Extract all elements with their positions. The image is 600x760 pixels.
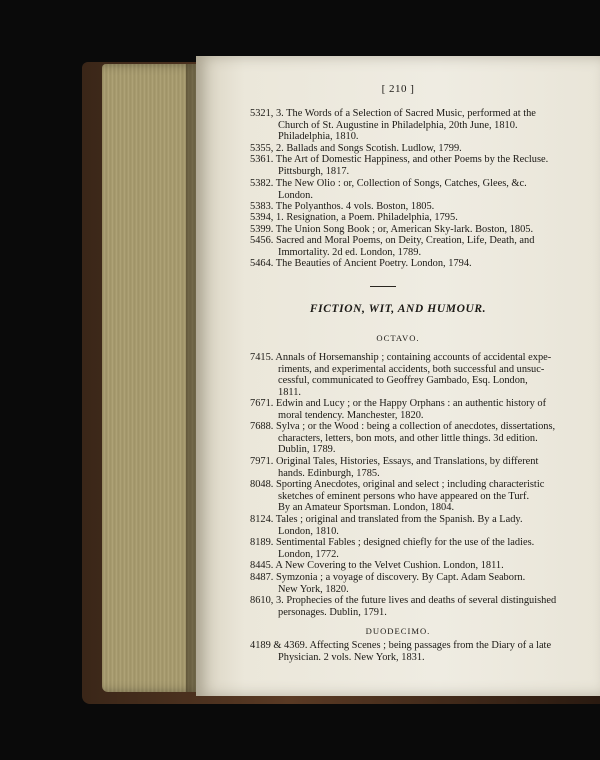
entry-line: 5394, 1. Resignation, a Poem. Philadelphia, 1795. [250, 212, 458, 223]
entry-line: 5321, 3. The Words of a Selection of Sacred Music, performed at the [250, 108, 536, 119]
entry-line: 8487. Symzonia ; a voyage of discovery. By Capt. Adam Seaborn. [250, 572, 526, 583]
section-heading: FICTION, WIT, AND HUMOUR. [309, 303, 487, 315]
entry-line: 5355, 2. Ballads and Songs Scotish. Ludlow, 1799. [250, 143, 462, 154]
catalog-entry [250, 108, 600, 143]
entry-line: By an Amateur Sportsman. London, 1804. [278, 502, 455, 514]
entry-line: cessful, communicated to Geoffrey Gambado, Esq. London, [278, 375, 528, 387]
entry-line: 5399. The Union Song Book ; or, American Sky-lark. Boston, 1805. [250, 224, 534, 235]
entry-line: London, 1772. [278, 548, 339, 560]
entry-line: 8445. A New Covering to the Velvet Cushion. London, 1811. [250, 560, 504, 571]
entry-line: Pittsburgh, 1817. [278, 165, 350, 177]
catalog-entry [250, 640, 600, 663]
catalog-entry [250, 143, 600, 155]
catalog-entry [250, 235, 600, 258]
entry-line: 8048. Sporting Anecdotes, original and select ; including characteristic [250, 479, 545, 490]
entry-line: 5464. The Beauties of Ancient Poetry. London, 1794. [250, 258, 472, 269]
page-number: [ 210 ] [381, 83, 415, 95]
entry-line: 7688. Sylva ; or the Wood : being a collection of anecdotes, dissertations, [250, 421, 556, 432]
catalog-entry [250, 537, 600, 560]
entry-line: 4189 & 4369. Affecting Scenes ; being passages from the Diary of a late [250, 640, 552, 651]
entry-line: 7971. Original Tales, Histories, Essays, and Translations, by different [250, 456, 539, 467]
catalog-entry [250, 456, 600, 479]
entry-line: 8610, 3. Prophecies of the future lives and deaths of several distinguished [250, 595, 557, 606]
entry-line: Immortality. 2d ed. London, 1789. [278, 246, 422, 258]
entry-line: 8189. Sentimental Fables ; designed chiefly for the use of the ladies. [250, 537, 535, 548]
catalog-entry [250, 258, 600, 270]
entry-line: Physician. 2 vols. New York, 1831. [278, 651, 425, 663]
catalog-entry [250, 178, 600, 201]
entry-line: London. [278, 189, 313, 201]
entry-line: 5456. Sacred and Moral Poems, on Deity, Creation, Life, Death, and [250, 235, 535, 246]
entry-line: sketches of eminent persons who have appeared on the Turf. [278, 490, 530, 502]
section-divider [370, 286, 396, 287]
entry-line: New York, 1820. [278, 583, 349, 595]
entry-line: 8124. Tales ; original and translated from the Spanish. By a Lady. [250, 514, 523, 525]
catalog-entry [250, 560, 600, 572]
entry-line: Church of St. Augustine in Philadelphia, 20th June, 1810. [278, 119, 518, 131]
catalog-entry [250, 398, 600, 421]
entry-line: London, 1810. [278, 525, 339, 537]
catalog-entry [250, 514, 600, 537]
entry-line: moral tendency. Manchester, 1820. [278, 409, 424, 421]
catalog-entry [250, 154, 600, 177]
catalog-entry [250, 572, 600, 595]
page-edges [102, 64, 198, 692]
entry-line: hands. Edinburgh, 1785. [278, 467, 380, 479]
catalog-entry [250, 479, 600, 514]
catalog-entry [250, 201, 600, 213]
entry-line: characters, letters, bon mots, and other little things. 3d edition. [278, 432, 538, 444]
entry-line: riments, and experimental accidents, both successful and unsuc- [278, 363, 545, 375]
entry-line: Philadelphia, 1810. [278, 131, 359, 143]
book-page [196, 56, 600, 696]
entry-line: 7415. Annals of Horsemanship ; containing accounts of accidental expe- [250, 352, 552, 363]
entry-line: 7671. Edwin and Lucy ; or the Happy Orphans : an authentic history of [250, 398, 547, 409]
catalog-entry [250, 421, 600, 456]
catalog-entry [250, 352, 600, 398]
format-subheading: OCTAVO. [376, 333, 420, 343]
entry-line: Dublin, 1789. [278, 444, 336, 456]
catalog-entry [250, 595, 600, 618]
format-subheading: DUODECIMO. [365, 626, 431, 636]
entry-line: 1811. [278, 386, 301, 398]
catalog-entry [250, 224, 600, 236]
catalog-entry [250, 212, 600, 224]
entry-line: 5382. The New Olio : or, Collection of Songs, Catches, Glees, &c. [250, 178, 527, 189]
entry-line: personages. Dublin, 1791. [278, 606, 387, 618]
entry-line: 5361. The Art of Domestic Happiness, and other Poems by the Recluse. [250, 154, 549, 165]
entry-line: 5383. The Polyanthos. 4 vols. Boston, 1805. [250, 201, 435, 212]
